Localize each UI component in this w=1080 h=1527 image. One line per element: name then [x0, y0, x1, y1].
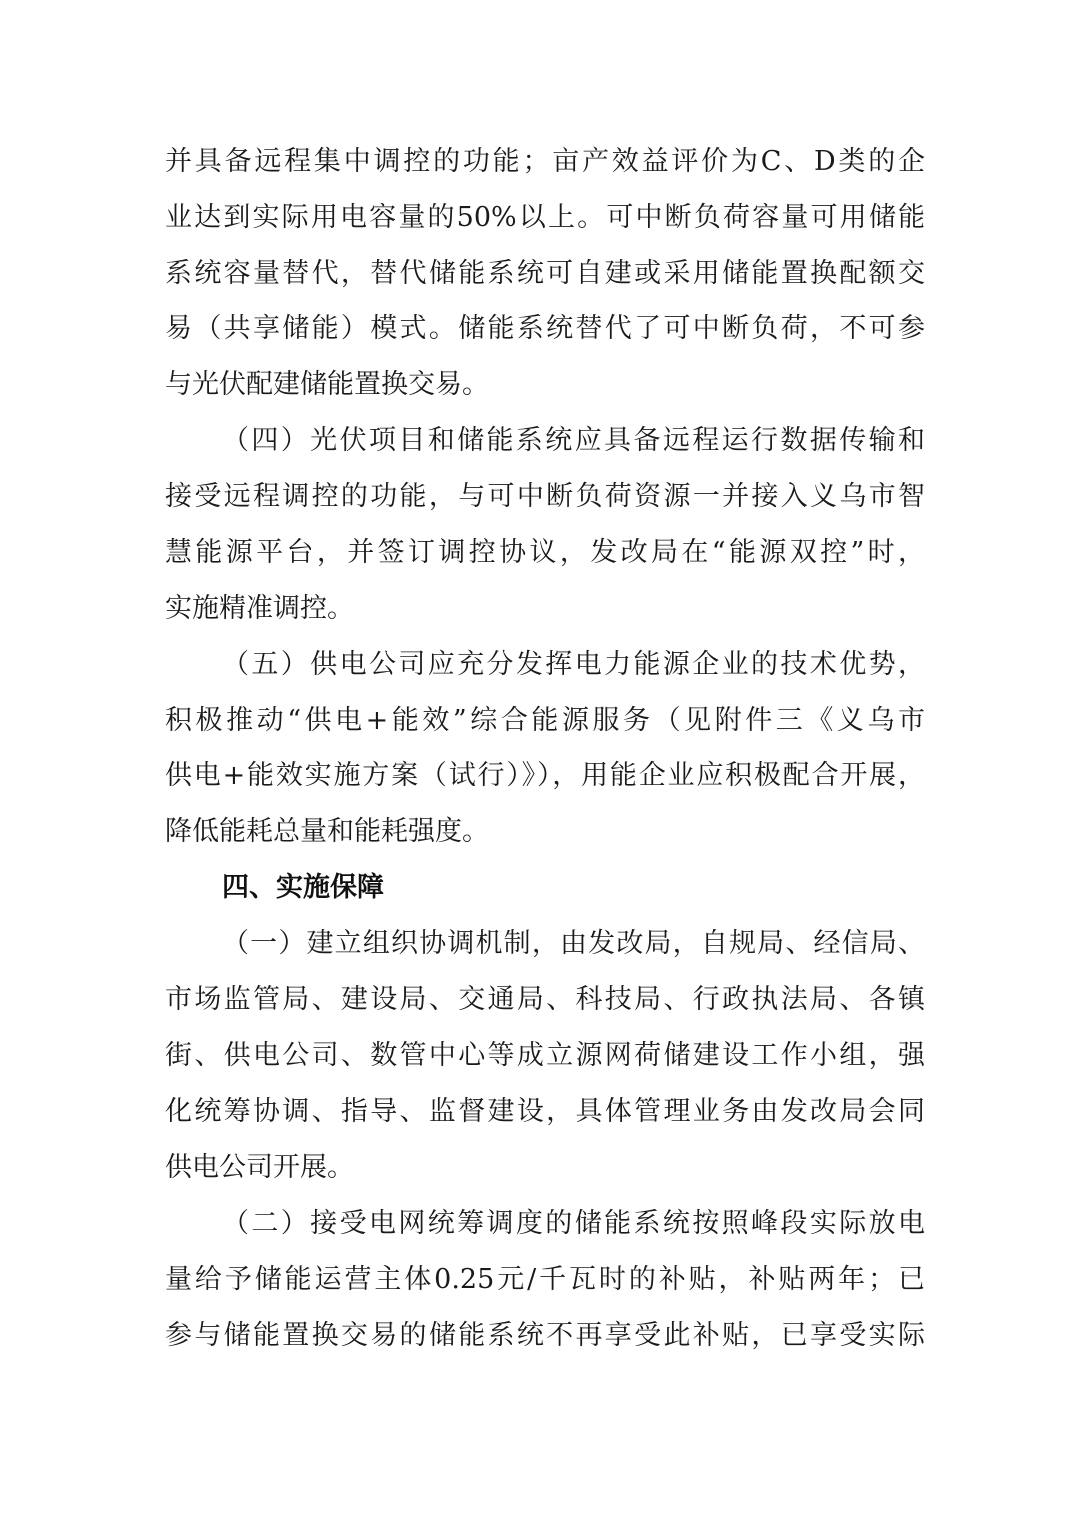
text-line: 业达到实际用电容量的50%以上。可中断负荷容量可用储能: [165, 202, 925, 233]
paragraph-start: （五）供电公司应充分发挥电力能源企业的技术优势，: [222, 649, 925, 680]
text-line: 量给予储能运营主体0.25元/千瓦时的补贴，补贴两年；已: [165, 1264, 925, 1295]
text-line: 供电+能效实施方案（试行）》），用能企业应积极配合开展，: [165, 760, 925, 791]
paragraph-start: （二）接受电网统筹调度的储能系统按照峰段实际放电: [222, 1208, 925, 1239]
text-line: 街、供电公司、数管中心等成立源网荷储建设工作小组，强: [165, 1040, 925, 1071]
text-line: 易（共享储能）模式。储能系统替代了可中断负荷，不可参: [165, 313, 925, 344]
text-line: 实施精准调控。: [165, 593, 354, 624]
text-line: 系统容量替代，替代储能系统可自建或采用储能置换配额交: [165, 258, 925, 289]
paragraph-start: （四）光伏项目和储能系统应具备远程运行数据传输和: [222, 425, 925, 456]
text-line: 接受远程调控的功能，与可中断负荷资源一并接入义乌市智: [165, 481, 925, 512]
text-line: 市场监管局、建设局、交通局、科技局、行政执法局、各镇: [165, 984, 925, 1015]
text-line: 供电公司开展。: [165, 1152, 354, 1183]
paragraph-start: （一）建立组织协调机制，由发改局，自规局、经信局、: [222, 928, 925, 959]
text-line: 与光伏配建储能置换交易。: [165, 369, 489, 400]
text-line: 慧能源平台，并签订调控协议，发改局在“能源双控”时，: [165, 537, 925, 568]
text-line: 降低能耗总量和能耗强度。: [165, 816, 489, 847]
text-line: 积极推动“供电+能效”综合能源服务（见附件三《义乌市: [165, 705, 925, 736]
text-line: 并具备远程集中调控的功能；亩产效益评价为C、D类的企: [165, 146, 925, 177]
section-heading: 四、实施保障: [222, 872, 384, 903]
text-line: 化统筹协调、指导、监督建设，具体管理业务由发改局会同: [165, 1096, 925, 1127]
text-line: 参与储能置换交易的储能系统不再享受此补贴，已享受实际: [165, 1320, 925, 1351]
